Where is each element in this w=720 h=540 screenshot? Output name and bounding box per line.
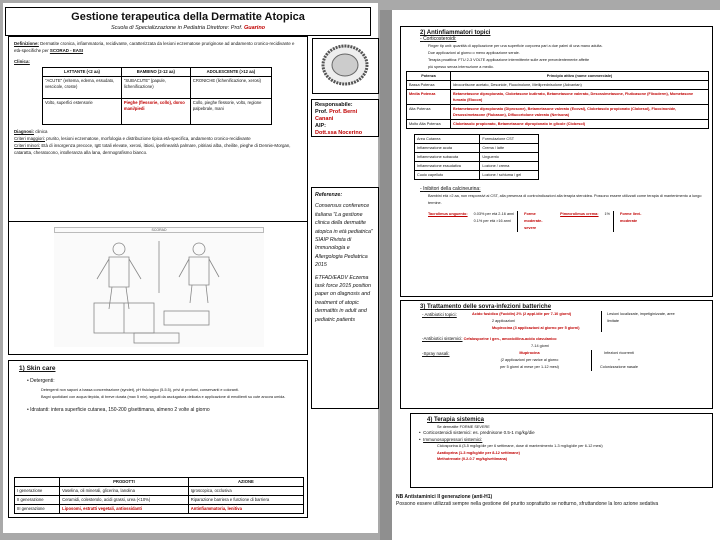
aip xyxy=(315,130,375,137)
systemic-therapy-box: 4) Terapia sistemica Se dermatite FORME SEVERE • Corticosteroidi sistemici: es. prednisone 0.5-1 mg/kg/die • Immunosoppressori sistemici: Ciclosporina A (3-5 mg/kg/die per 6 settimane, dose di mantenimento 1-3 mg/kg/die per 6-12 mesi) Azatioprina (1-3 mg/kg/die per 8-12 settimane) Methotrexate (0.2-0.7 mg/kg/settimana) xyxy=(410,413,713,488)
scorad-figure xyxy=(54,227,264,347)
reference-item: Consensus conference italiana "La gestione clinica della dermatite atopica in età pediatrica" SIAIP Rivista di Immunologia e Allergologia Pediatrica 2015 xyxy=(315,203,373,269)
table-cell: Infiammazione essudativa xyxy=(415,162,480,171)
skin-care-box: 1) Skin care • Detergenti: Detergenti non saponi a bassa concentrazione (syndet), pH fisiologico (5-5.5), privi di profumi, conservanti e coloranti. Bagni quotidiani con acqua tiepida, di breve durata (max 5 min), seguiti da asciugatura delicata e applicazione di emollienti su cute ancora umida. • Idratanti: intera superficie cutanea, 150-200 g/settimana, almeno 2 volte al giorno PRODOTTI AZIONE I generazione Vaselina, oli minerali, glicerina, lanolina Igroscopica, occlusiva II generazione Ceramidi, colesterolo, acidi grassi, urea (<10%) Riparazione barriera e funzione di barriera III generazione Liposomi, estratti vegetali, antiossidanti Antinfiammatoria, lenitiva xyxy=(8,360,308,518)
table-cell: Antinfiammatoria, lenitiva xyxy=(188,505,303,514)
table-cell: Clobetasolo propionato, Betametasone dipropionato in glicole (Clobesol) xyxy=(451,120,709,129)
university-seal-icon xyxy=(313,39,377,91)
major-criteria-text: prurito, lesioni eczematose, morfologia e distribuzione tipica età-specifica, andamento cronico-recidivante xyxy=(46,136,251,141)
table-cell: CRONICHE (lichenificazione, xerosi) xyxy=(190,77,271,99)
nb-text: Possono essere utilizzati sempre nella gestione del prurito soprattutto se notturno, sfruttandone la loro azione sedativa xyxy=(396,501,659,507)
table-header: BAMBINO (2-12 aa) xyxy=(121,68,190,77)
nasal-spray-drug: Mupirocina xyxy=(519,351,540,355)
topical-antibiotic: 2 applicazioni xyxy=(492,319,516,323)
table-cell: Cuoio capelluto xyxy=(415,171,480,180)
table-cell: "ACUTE" (eritema, edema, essudato, vescicole, croste) xyxy=(43,77,122,99)
systemic-drug: Ciclosporina A (3-5 mg/kg/die per 6 settimane, dose di mantenimento 1-3 mg/kg/die per 6-12 mesi) xyxy=(437,444,603,448)
table-cell: Molto Alta Potenza xyxy=(407,120,451,129)
clinic-table xyxy=(42,67,272,125)
minor-criteria-text: Età di insorgenza precoce, IgE totali elevate, xerosi, ittiosi, iperlinearità palmare, pitiriasi alba, cheilite, pieghe di Dennie-Morgan, cataratta, cheratocono, intolleranza alla lana, dermografismo bianco. xyxy=(14,143,291,155)
responsabile-label: Responsabile: xyxy=(315,102,353,108)
topical-antibiotic: Acido fusidico (Fucidin) 2% (2 appl./die per 7-10 giorni) xyxy=(472,312,572,316)
corticosteroids-text: Terapia proattiva: FTU 2-3 VOLTE applicazione intermittente sulle aree precedentemente affette xyxy=(428,58,590,62)
systemic-item: Immunosoppressori sistemici: xyxy=(423,436,483,442)
table-cell: Alta Potenza xyxy=(407,105,451,120)
table-header: Potenza xyxy=(407,72,451,81)
calcineurin-text: Bambini età >2 aa, non responsivi ai CST, alla presenza di controindicazioni alla terapia steroidea. Possono essere utilizzati come terapia di mantenimento a lungo termine. xyxy=(428,194,702,205)
table-cell: Volto, superfici estensorie xyxy=(43,99,122,125)
detergents-text: Detergenti non saponi a bassa concentrazione (syndet), pH fisiologico (5-5.5), privi di profumi, conservanti e coloranti. xyxy=(41,388,239,392)
topical-antibiotics-label: - Antibiotici topici: xyxy=(422,312,457,317)
detergents-text: Bagni quotidiani con acqua tiepida, di breve durata (max 5 min), seguiti da asciugatura delicata e applicazione di emollienti su cute ancora umida. xyxy=(41,395,286,399)
nasal-spray-dose: (2 applicazioni per narice al giorno xyxy=(500,358,559,362)
definition-label: Definizione: xyxy=(14,41,39,46)
subtitle-text: Scuola di Specializzazione in Pediatria Direttore: Prof. xyxy=(110,25,243,31)
definition-tail: SCORAD - EASI xyxy=(49,48,84,53)
systemic-antibiotics-days: 7-14 giorni xyxy=(531,344,549,348)
systemic-drug: Azatioprina (1-3 mg/kg/die per 8-12 settimane) xyxy=(437,450,520,455)
table-cell: "SUBACUTE" (papule, lichenificazione) xyxy=(121,77,190,99)
table-cell: Riparazione barriera e funzione di barriera xyxy=(188,496,303,505)
aip-label: AIP: xyxy=(315,123,326,129)
corticosteroids-text: Finger tip unit: quantità di applicazione per una superficie corporea pari a due palmi di una mano adulta. xyxy=(428,44,603,48)
responsabile-name: Prof. Berni Canani xyxy=(315,109,358,122)
tacrolimus-note: Forme moderate-severe xyxy=(524,212,543,230)
table-cell: Media Potenza xyxy=(407,90,451,105)
systemic-intro: Se dermatite FORME SEVERE xyxy=(437,424,490,429)
references-label: Referenze: xyxy=(315,192,343,198)
tacrolimus-dose: 0.03% per età 2-16 anni xyxy=(473,212,515,216)
table-cell: Idrocortisone acetato, Desonide, Fluocinolone, Metilprednisolone (Advantan) xyxy=(451,81,709,90)
nb-note xyxy=(396,494,714,508)
nb-heading: NB Antistaminici II generazione (anti-H1) xyxy=(396,494,493,500)
left-page xyxy=(3,3,378,533)
table-header: PRODOTTI xyxy=(60,478,189,487)
pimecrolimus-label: Pimecrolimus crema: xyxy=(560,212,599,216)
table-cell: Pieghe (flessorie, collo), dorso mani/piedi xyxy=(121,99,190,125)
director-name: Guarino xyxy=(243,25,266,31)
corticosteroids-text: Due applicazioni al giorno o meno applicazione serale. xyxy=(428,51,520,55)
nasal-spray-dose: per 5 giorni al mese per 1-12 mesi) xyxy=(500,365,559,369)
scorad-caption: SCORAD xyxy=(54,227,264,233)
table-cell: Betametasone dipropionato (Diprosone), Betametasone valerato (Ecoval), Clobetasolo propionato (Clobesol), Fluocinonide, Desossimetasone (Flubason), Diflucortolone valerato (Nerisona) xyxy=(451,105,709,120)
table-cell: Infiammazione acuta xyxy=(415,144,480,153)
table-cell: Lozione / schiuma / gel xyxy=(480,171,539,180)
diagnosis-label: Diagnosi: xyxy=(14,129,35,134)
table-cell: Infiammazione subacuta xyxy=(415,153,480,162)
minor-criteria-label: Criteri minori: xyxy=(14,143,41,148)
table-cell: Collo, pieghe flessorie, volto, regione palpebrale, mani xyxy=(190,99,271,125)
definition-text: Dermatite cronica, infiammatoria, recidivante, caratterizzata da lesioni eczematose pruriginose ad andamento cronico-recidivante e età-specifiche per xyxy=(14,41,295,53)
bacterial-infection-box xyxy=(400,300,713,409)
definition-box xyxy=(8,36,308,222)
systemic-antibiotics-text: Cefalosporine I gen., amoxicillina-acido clavulanico xyxy=(463,337,557,341)
systemic-item: Corticosteroidi sistemici: es. prednisone 0.5-1 mg/kg/die xyxy=(423,430,535,435)
emollients-text: Idratanti: intera superficie cutanea, 150-200 g/settimana, almeno 2 volte al giorno xyxy=(30,407,210,413)
responsabile: Prof. Prof. Berni Canani xyxy=(315,109,358,122)
section-4-heading: 4) Terapia sistemica xyxy=(427,417,484,423)
title-box xyxy=(5,7,371,36)
corticosteroid-potency-table xyxy=(406,71,709,129)
table-cell: Bassa Potenza xyxy=(407,81,451,90)
table-cell: Unguento xyxy=(480,153,539,162)
table-cell: Crema / latte xyxy=(480,144,539,153)
subtitle xyxy=(6,25,370,31)
vehicle-table xyxy=(414,134,539,180)
corticosteroids-label: Corticosteroidi: xyxy=(423,36,457,42)
section-2-heading: 2) Antinfiammatori topici xyxy=(420,30,491,36)
topical-antibiotics-note: Lesioni localizzate, impetiginizzate, aree limitate xyxy=(607,312,675,323)
tacrolimus-dose: 0.1% per età >16 anni xyxy=(473,219,511,223)
major-criteria-label: Criteri maggiori: xyxy=(14,136,45,141)
table-cell: Lozione / crema xyxy=(480,162,539,171)
pimecrolimus-dose: 1% xyxy=(605,211,615,232)
skin-care-heading: 1) Skin care xyxy=(19,365,56,372)
right-page xyxy=(392,10,720,540)
table-cell: III generazione xyxy=(15,505,60,514)
section-3-heading: 3) Trattamento delle sovra-infezioni batteriche xyxy=(420,304,552,310)
table-cell: II generazione xyxy=(15,496,60,505)
topical-antibiotic: Mupirocina (3 applicazioni al giorno per 5 giorni) xyxy=(492,326,580,330)
pimecrolimus-note: Forme lievi-moderate xyxy=(620,212,642,223)
nasal-spray-note: Infezioni ricorrenti xyxy=(604,351,634,355)
document-title: Gestione terapeutica della Dermatite Atopica xyxy=(71,11,305,23)
table-header xyxy=(15,478,60,487)
university-logo-box xyxy=(312,38,379,94)
nasal-spray-note: Colonizzazione nasale xyxy=(600,365,638,369)
page-gutter xyxy=(380,10,392,540)
clinic-label: Clinica: xyxy=(14,59,30,64)
calcineurin-label: Inibitori della calcineurina: xyxy=(423,186,481,192)
table-cell: I generazione xyxy=(15,487,60,496)
table-cell: Betametasone dipropionato, Clobetasone butirrato, Betametasone valerato, Desossimetasone, Fluticasone (Flixoderm), Mometasone furoato (Elocon) xyxy=(451,90,709,105)
table-cell: Ceramidi, colesterolo, acidi grassi, urea (<10%) xyxy=(60,496,189,505)
table-cell: Area Cutanea xyxy=(415,135,480,144)
systemic-antibiotics-label: -Antibiotici sistemici: xyxy=(422,336,463,341)
table-cell: Igroscopica, occlusiva xyxy=(188,487,303,496)
nasal-spray-label: -Spray nasali: xyxy=(422,351,450,356)
emollients-table xyxy=(14,477,304,514)
table-header: LATTANTE (<2 aa) xyxy=(43,68,122,77)
table-cell: Liposomi, estratti vegetali, antiossidanti xyxy=(60,505,189,514)
table-header: AZIONE xyxy=(188,478,303,487)
table-header: ADOLESCENTE (>12 aa) xyxy=(190,68,271,77)
detergents-label: Detergenti: xyxy=(30,378,55,384)
aip-name: Dott.ssa Nocerino xyxy=(315,130,363,136)
nasal-spray-note: + xyxy=(617,358,621,362)
staff-box xyxy=(311,99,379,137)
corticosteroids-text: più spesso senza interruzione a medio. xyxy=(428,65,494,69)
reference-item: ETFAD/EADV Eczema task force 2015 position paper on diagnosis and treatment of atopic dermatitis in adult and pediatric patients xyxy=(315,274,371,323)
body-diagram-icon xyxy=(54,233,264,345)
topical-antiinflammatory-box: 2) Antinfiammatori topici - Corticosteroidi: Finger tip unit: quantità di applicazione per una superficie corporea pari a due palmi di una mano adulta. Due applicazioni al giorno o meno applicazione serale. Terapia proattiva: FTU 2-3 VOLTE applicazione intermittente sulle aree precedentemente affette più spesso senza interruzione a medio. Potenza Principio attivo (nome commerciale) Bassa Potenza Idrocortisone acetato, Desonide, Fluocinolone, Metilprednisolone (Advantan) Media Potenza Betametasone dipropionato, Clobetasone butirrato, Betametasone valerato, Desossimetasone, Fluticasone (Flixoderm), Mometasone furoato (Elocon) Alta Potenza Betametasone dipropionato (Diprosone), Betametasone valerato (Ecoval), Clobetasolo propionato (Clobesol), Fluocinonide, Desossimetasone (Flubason), Diflucortolone valerato (Nerisona) Molto Alta Potenza Clobetasolo propionato, Betametasone dipropionato in glicole (Clobesol) Area Cutanea Formulazione CST Infiammazione acuta Crema / latte Infiammazione subacuta Unguento Infiammazione essudativa Lozione / crema Cuoio capelluto Lozione / schiuma / gel - Inibitori della calcineurina: Bambini età >2 aa, non responsivi ai CST, alla presenza di controindicazioni alla terapia steroidea. Possono essere utilizzati come terapia di mantenimento a lungo termine. Tacrolimus unguento: 0.03% per età 2-16 anni 0.1% per età >16 anni Forme moderate-severe Pimecrolimus crema: 1% Forme lievi-moderate xyxy=(400,26,713,297)
table-cell: Vaselina, oli minerali, glicerina, lanolina xyxy=(60,487,189,496)
tacrolimus-label: Tacrolimus unguento: xyxy=(428,212,468,216)
table-cell: Formulazione CST xyxy=(480,135,539,144)
diagnosis-text: clinica xyxy=(35,129,48,134)
systemic-drug: Methotrexate (0.2-0.7 mg/kg/settimana) xyxy=(437,457,508,461)
table-header: Principio attivo (nome commerciale) xyxy=(451,72,709,81)
scoring-image-box xyxy=(8,221,308,355)
references-box xyxy=(311,187,379,409)
